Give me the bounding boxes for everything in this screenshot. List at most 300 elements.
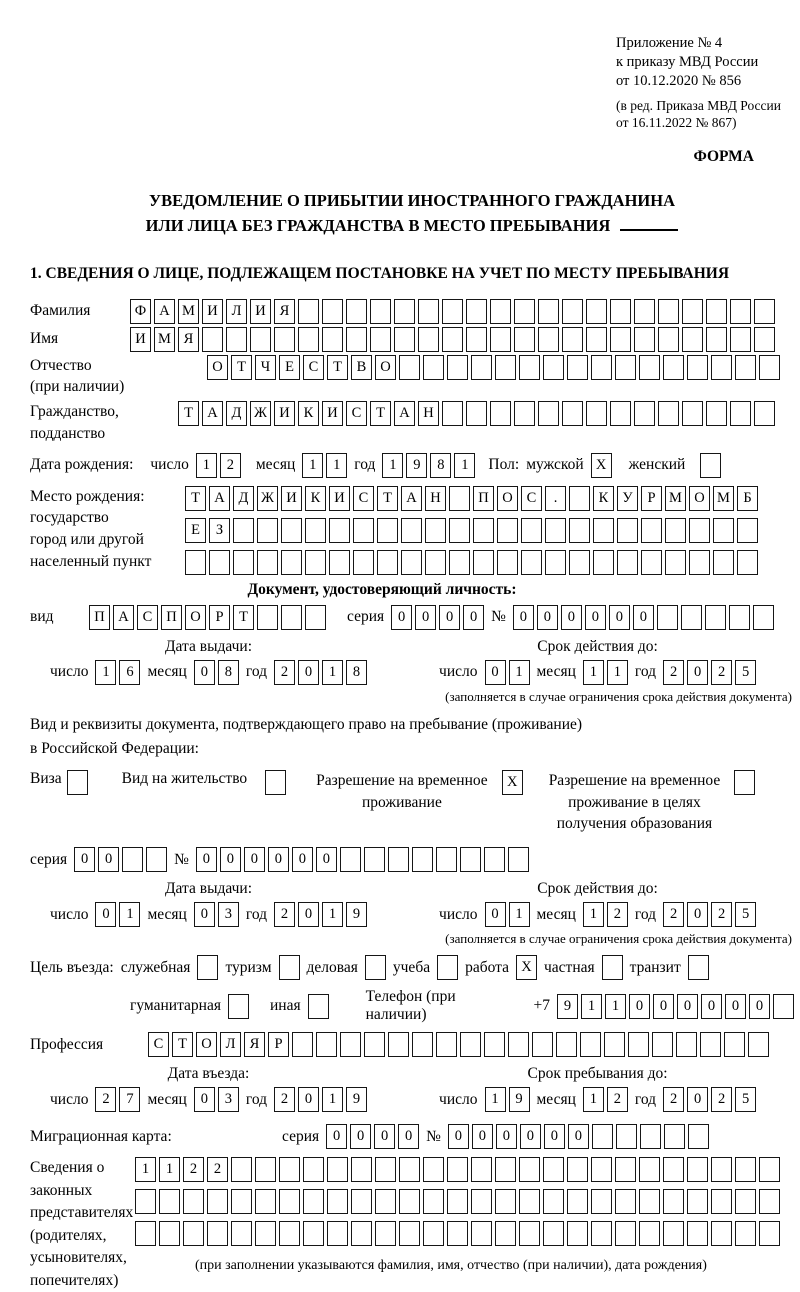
char-cell[interactable]: 0	[725, 994, 746, 1019]
char-cell[interactable]	[327, 1221, 348, 1246]
char-cell[interactable]	[730, 327, 751, 352]
char-cell[interactable]	[281, 518, 302, 543]
char-cell[interactable]	[340, 847, 361, 872]
char-cell[interactable]: 0	[687, 902, 708, 927]
char-cell[interactable]	[615, 1157, 636, 1182]
char-cell[interactable]	[279, 1221, 300, 1246]
char-cell[interactable]: Т	[233, 605, 254, 630]
char-cell[interactable]	[689, 550, 710, 575]
char-cell[interactable]: 9	[406, 453, 427, 478]
char-cell[interactable]: 0	[485, 902, 506, 927]
char-cell[interactable]	[658, 401, 679, 426]
char-cell[interactable]	[681, 605, 702, 630]
char-cell[interactable]	[207, 1221, 228, 1246]
char-cell[interactable]: И	[202, 299, 223, 324]
char-cell[interactable]: Н	[425, 486, 446, 511]
char-cell[interactable]: 0	[194, 660, 215, 685]
purpose-private-checkbox[interactable]	[602, 955, 623, 980]
char-cell[interactable]: Д	[233, 486, 254, 511]
char-cell[interactable]	[556, 1032, 577, 1057]
char-cell[interactable]	[412, 1032, 433, 1057]
char-cell[interactable]	[641, 550, 662, 575]
char-cell[interactable]: 0	[520, 1124, 541, 1149]
char-cell[interactable]: 8	[346, 660, 367, 685]
char-cell[interactable]: 9	[509, 1087, 530, 1112]
char-cell[interactable]: 0	[292, 847, 313, 872]
char-cell[interactable]: 2	[711, 902, 732, 927]
char-cell[interactable]	[425, 550, 446, 575]
char-cell[interactable]: 2	[95, 1087, 116, 1112]
purpose-humanitarian-checkbox[interactable]	[228, 994, 249, 1019]
sex-female-checkbox[interactable]	[700, 453, 721, 478]
char-cell[interactable]	[257, 550, 278, 575]
char-cell[interactable]: 0	[544, 1124, 565, 1149]
char-cell[interactable]: А	[394, 401, 415, 426]
char-cell[interactable]	[519, 1221, 540, 1246]
char-cell[interactable]	[495, 1221, 516, 1246]
char-cell[interactable]: 1	[607, 660, 628, 685]
char-cell[interactable]	[364, 1032, 385, 1057]
char-cell[interactable]	[447, 1221, 468, 1246]
char-cell[interactable]: Д	[226, 401, 247, 426]
char-cell[interactable]: 0	[439, 605, 460, 630]
char-cell[interactable]	[687, 1157, 708, 1182]
char-cell[interactable]	[185, 550, 206, 575]
char-cell[interactable]	[495, 355, 516, 380]
char-cell[interactable]: .	[545, 486, 566, 511]
char-cell[interactable]	[682, 327, 703, 352]
char-cell[interactable]	[351, 1189, 372, 1214]
char-cell[interactable]	[753, 605, 774, 630]
char-cell[interactable]	[706, 401, 727, 426]
char-cell[interactable]: Е	[279, 355, 300, 380]
char-cell[interactable]	[298, 327, 319, 352]
char-cell[interactable]: 1	[326, 453, 347, 478]
char-cell[interactable]: 2	[663, 660, 684, 685]
char-cell[interactable]	[159, 1189, 180, 1214]
char-cell[interactable]: 5	[735, 1087, 756, 1112]
char-cell[interactable]	[700, 1032, 721, 1057]
char-cell[interactable]: 0	[585, 605, 606, 630]
char-cell[interactable]: М	[713, 486, 734, 511]
char-cell[interactable]: 0	[496, 1124, 517, 1149]
char-cell[interactable]	[375, 1157, 396, 1182]
char-cell[interactable]	[591, 1221, 612, 1246]
char-cell[interactable]	[305, 550, 326, 575]
char-cell[interactable]: Л	[220, 1032, 241, 1057]
char-cell[interactable]: М	[178, 299, 199, 324]
char-cell[interactable]	[226, 327, 247, 352]
char-cell[interactable]	[639, 1157, 660, 1182]
char-cell[interactable]: Ж	[257, 486, 278, 511]
char-cell[interactable]	[471, 1157, 492, 1182]
char-cell[interactable]: 0	[74, 847, 95, 872]
char-cell[interactable]: 1	[119, 902, 140, 927]
char-cell[interactable]	[375, 1189, 396, 1214]
char-cell[interactable]	[231, 1157, 252, 1182]
char-cell[interactable]	[682, 299, 703, 324]
char-cell[interactable]: 2	[274, 660, 295, 685]
char-cell[interactable]	[665, 518, 686, 543]
char-cell[interactable]: 0	[244, 847, 265, 872]
char-cell[interactable]: 1	[583, 1087, 604, 1112]
char-cell[interactable]: 2	[711, 1087, 732, 1112]
char-cell[interactable]	[713, 518, 734, 543]
char-cell[interactable]	[401, 518, 422, 543]
char-cell[interactable]	[604, 1032, 625, 1057]
char-cell[interactable]	[569, 518, 590, 543]
char-cell[interactable]: 2	[663, 1087, 684, 1112]
char-cell[interactable]	[255, 1221, 276, 1246]
char-cell[interactable]: 6	[119, 660, 140, 685]
char-cell[interactable]: 0	[448, 1124, 469, 1149]
char-cell[interactable]	[388, 1032, 409, 1057]
char-cell[interactable]: О	[497, 486, 518, 511]
char-cell[interactable]	[316, 1032, 337, 1057]
char-cell[interactable]: 0	[609, 605, 630, 630]
char-cell[interactable]	[682, 401, 703, 426]
char-cell[interactable]: М	[154, 327, 175, 352]
char-cell[interactable]	[543, 355, 564, 380]
char-cell[interactable]	[658, 299, 679, 324]
char-cell[interactable]	[394, 299, 415, 324]
char-cell[interactable]	[183, 1189, 204, 1214]
char-cell[interactable]: 1	[509, 660, 530, 685]
char-cell[interactable]	[346, 299, 367, 324]
char-cell[interactable]	[687, 355, 708, 380]
char-cell[interactable]	[610, 299, 631, 324]
char-cell[interactable]	[471, 1189, 492, 1214]
char-cell[interactable]	[593, 550, 614, 575]
char-cell[interactable]: 0	[196, 847, 217, 872]
char-cell[interactable]: 8	[430, 453, 451, 478]
char-cell[interactable]: 9	[346, 902, 367, 927]
char-cell[interactable]: О	[185, 605, 206, 630]
char-cell[interactable]	[580, 1032, 601, 1057]
char-cell[interactable]: 1	[322, 902, 343, 927]
char-cell[interactable]: П	[89, 605, 110, 630]
char-cell[interactable]	[754, 401, 775, 426]
char-cell[interactable]: М	[665, 486, 686, 511]
char-cell[interactable]	[687, 1221, 708, 1246]
char-cell[interactable]: 7	[119, 1087, 140, 1112]
char-cell[interactable]	[711, 1157, 732, 1182]
char-cell[interactable]: Т	[185, 486, 206, 511]
char-cell[interactable]	[329, 550, 350, 575]
char-cell[interactable]	[592, 1124, 613, 1149]
char-cell[interactable]	[663, 1157, 684, 1182]
char-cell[interactable]: 2	[274, 902, 295, 927]
char-cell[interactable]: О	[207, 355, 228, 380]
char-cell[interactable]	[569, 486, 590, 511]
char-cell[interactable]: 0	[298, 660, 319, 685]
visa-checkbox[interactable]	[67, 770, 88, 795]
char-cell[interactable]	[519, 355, 540, 380]
char-cell[interactable]	[255, 1189, 276, 1214]
char-cell[interactable]: 1	[196, 453, 217, 478]
char-cell[interactable]	[399, 1157, 420, 1182]
char-cell[interactable]	[449, 518, 470, 543]
char-cell[interactable]: С	[303, 355, 324, 380]
char-cell[interactable]: 1	[581, 994, 602, 1019]
char-cell[interactable]	[617, 550, 638, 575]
char-cell[interactable]: Т	[172, 1032, 193, 1057]
char-cell[interactable]	[538, 299, 559, 324]
char-cell[interactable]	[281, 605, 302, 630]
char-cell[interactable]	[303, 1221, 324, 1246]
purpose-transit-checkbox[interactable]	[688, 955, 709, 980]
char-cell[interactable]	[610, 327, 631, 352]
char-cell[interactable]	[466, 401, 487, 426]
char-cell[interactable]	[615, 1221, 636, 1246]
char-cell[interactable]	[377, 550, 398, 575]
char-cell[interactable]	[375, 1221, 396, 1246]
char-cell[interactable]	[514, 401, 535, 426]
char-cell[interactable]	[423, 355, 444, 380]
char-cell[interactable]	[484, 847, 505, 872]
char-cell[interactable]	[418, 299, 439, 324]
char-cell[interactable]	[292, 1032, 313, 1057]
char-cell[interactable]	[484, 1032, 505, 1057]
char-cell[interactable]: 0	[687, 660, 708, 685]
purpose-official-checkbox[interactable]	[197, 955, 218, 980]
char-cell[interactable]	[401, 550, 422, 575]
purpose-work-checkbox[interactable]: X	[516, 955, 537, 980]
char-cell[interactable]: А	[401, 486, 422, 511]
char-cell[interactable]: 9	[557, 994, 578, 1019]
char-cell[interactable]	[591, 355, 612, 380]
purpose-business-checkbox[interactable]	[365, 955, 386, 980]
char-cell[interactable]: 0	[350, 1124, 371, 1149]
char-cell[interactable]: 1	[159, 1157, 180, 1182]
char-cell[interactable]: Б	[737, 486, 758, 511]
char-cell[interactable]: 0	[268, 847, 289, 872]
char-cell[interactable]	[146, 847, 167, 872]
char-cell[interactable]	[399, 1189, 420, 1214]
char-cell[interactable]: 0	[629, 994, 650, 1019]
char-cell[interactable]: 5	[735, 902, 756, 927]
char-cell[interactable]	[377, 518, 398, 543]
char-cell[interactable]	[466, 327, 487, 352]
char-cell[interactable]: А	[113, 605, 134, 630]
char-cell[interactable]: 2	[607, 1087, 628, 1112]
char-cell[interactable]	[569, 550, 590, 575]
char-cell[interactable]	[545, 518, 566, 543]
char-cell[interactable]	[423, 1189, 444, 1214]
char-cell[interactable]	[497, 518, 518, 543]
char-cell[interactable]	[447, 355, 468, 380]
char-cell[interactable]: 1	[302, 453, 323, 478]
char-cell[interactable]: В	[351, 355, 372, 380]
char-cell[interactable]	[610, 401, 631, 426]
char-cell[interactable]: 0	[472, 1124, 493, 1149]
char-cell[interactable]	[713, 550, 734, 575]
char-cell[interactable]	[202, 327, 223, 352]
char-cell[interactable]: О	[689, 486, 710, 511]
char-cell[interactable]: С	[137, 605, 158, 630]
char-cell[interactable]: 1	[135, 1157, 156, 1182]
char-cell[interactable]: 2	[274, 1087, 295, 1112]
char-cell[interactable]	[591, 1157, 612, 1182]
char-cell[interactable]	[593, 518, 614, 543]
temporary-residence-education-checkbox[interactable]	[734, 770, 755, 795]
char-cell[interactable]	[473, 518, 494, 543]
char-cell[interactable]: Н	[418, 401, 439, 426]
char-cell[interactable]: 0	[633, 605, 654, 630]
char-cell[interactable]	[466, 299, 487, 324]
char-cell[interactable]	[490, 327, 511, 352]
char-cell[interactable]	[567, 1189, 588, 1214]
char-cell[interactable]	[754, 299, 775, 324]
char-cell[interactable]	[586, 401, 607, 426]
char-cell[interactable]: О	[196, 1032, 217, 1057]
char-cell[interactable]	[543, 1221, 564, 1246]
char-cell[interactable]	[351, 1221, 372, 1246]
char-cell[interactable]: Я	[244, 1032, 265, 1057]
char-cell[interactable]: Л	[226, 299, 247, 324]
char-cell[interactable]	[663, 1221, 684, 1246]
char-cell[interactable]: С	[521, 486, 542, 511]
char-cell[interactable]	[436, 847, 457, 872]
char-cell[interactable]	[135, 1189, 156, 1214]
char-cell[interactable]: 2	[207, 1157, 228, 1182]
char-cell[interactable]	[353, 518, 374, 543]
char-cell[interactable]	[364, 847, 385, 872]
char-cell[interactable]	[508, 847, 529, 872]
char-cell[interactable]	[641, 518, 662, 543]
char-cell[interactable]	[521, 518, 542, 543]
char-cell[interactable]: Т	[377, 486, 398, 511]
char-cell[interactable]: 2	[711, 660, 732, 685]
char-cell[interactable]: 2	[220, 453, 241, 478]
char-cell[interactable]: К	[593, 486, 614, 511]
char-cell[interactable]	[340, 1032, 361, 1057]
char-cell[interactable]: 0	[374, 1124, 395, 1149]
char-cell[interactable]: 1	[95, 660, 116, 685]
char-cell[interactable]	[538, 401, 559, 426]
char-cell[interactable]	[423, 1157, 444, 1182]
char-cell[interactable]: У	[617, 486, 638, 511]
char-cell[interactable]	[657, 605, 678, 630]
char-cell[interactable]: О	[375, 355, 396, 380]
char-cell[interactable]	[233, 550, 254, 575]
char-cell[interactable]: Я	[274, 299, 295, 324]
char-cell[interactable]: 5	[735, 660, 756, 685]
char-cell[interactable]: П	[473, 486, 494, 511]
char-cell[interactable]	[460, 1032, 481, 1057]
char-cell[interactable]: 8	[218, 660, 239, 685]
char-cell[interactable]	[737, 550, 758, 575]
char-cell[interactable]: 0	[194, 1087, 215, 1112]
char-cell[interactable]	[586, 299, 607, 324]
char-cell[interactable]: 1	[509, 902, 530, 927]
char-cell[interactable]	[255, 1157, 276, 1182]
char-cell[interactable]	[231, 1221, 252, 1246]
char-cell[interactable]	[532, 1032, 553, 1057]
char-cell[interactable]	[303, 1189, 324, 1214]
char-cell[interactable]	[412, 847, 433, 872]
char-cell[interactable]	[305, 518, 326, 543]
char-cell[interactable]	[159, 1221, 180, 1246]
char-cell[interactable]	[327, 1157, 348, 1182]
purpose-tourism-checkbox[interactable]	[279, 955, 300, 980]
char-cell[interactable]	[706, 299, 727, 324]
char-cell[interactable]	[436, 1032, 457, 1057]
char-cell[interactable]	[519, 1189, 540, 1214]
char-cell[interactable]: 3	[218, 1087, 239, 1112]
char-cell[interactable]	[471, 1221, 492, 1246]
char-cell[interactable]: З	[209, 518, 230, 543]
char-cell[interactable]	[322, 327, 343, 352]
char-cell[interactable]	[639, 355, 660, 380]
char-cell[interactable]	[418, 327, 439, 352]
char-cell[interactable]	[706, 327, 727, 352]
char-cell[interactable]: 0	[537, 605, 558, 630]
char-cell[interactable]: 0	[415, 605, 436, 630]
char-cell[interactable]	[688, 1124, 709, 1149]
char-cell[interactable]: Т	[370, 401, 391, 426]
char-cell[interactable]	[737, 518, 758, 543]
char-cell[interactable]	[231, 1189, 252, 1214]
residence-permit-checkbox[interactable]	[265, 770, 286, 795]
char-cell[interactable]	[370, 299, 391, 324]
char-cell[interactable]: 1	[322, 660, 343, 685]
char-cell[interactable]	[615, 355, 636, 380]
char-cell[interactable]	[495, 1157, 516, 1182]
char-cell[interactable]	[514, 299, 535, 324]
char-cell[interactable]: 3	[218, 902, 239, 927]
char-cell[interactable]: 1	[605, 994, 626, 1019]
char-cell[interactable]	[425, 518, 446, 543]
char-cell[interactable]: 1	[322, 1087, 343, 1112]
char-cell[interactable]	[122, 847, 143, 872]
char-cell[interactable]	[274, 327, 295, 352]
char-cell[interactable]: 0	[220, 847, 241, 872]
char-cell[interactable]: 0	[463, 605, 484, 630]
char-cell[interactable]	[497, 550, 518, 575]
char-cell[interactable]	[616, 1124, 637, 1149]
char-cell[interactable]	[628, 1032, 649, 1057]
char-cell[interactable]	[759, 1157, 780, 1182]
char-cell[interactable]	[562, 327, 583, 352]
char-cell[interactable]: А	[154, 299, 175, 324]
char-cell[interactable]	[514, 327, 535, 352]
char-cell[interactable]	[545, 550, 566, 575]
sex-male-checkbox[interactable]: X	[591, 453, 612, 478]
char-cell[interactable]	[567, 1221, 588, 1246]
char-cell[interactable]	[663, 1189, 684, 1214]
char-cell[interactable]	[279, 1157, 300, 1182]
char-cell[interactable]: 0	[568, 1124, 589, 1149]
char-cell[interactable]: Ф	[130, 299, 151, 324]
char-cell[interactable]	[449, 486, 470, 511]
char-cell[interactable]: 0	[749, 994, 770, 1019]
char-cell[interactable]: 0	[95, 902, 116, 927]
char-cell[interactable]	[521, 550, 542, 575]
char-cell[interactable]	[730, 401, 751, 426]
char-cell[interactable]	[351, 1157, 372, 1182]
char-cell[interactable]	[538, 327, 559, 352]
purpose-other-checkbox[interactable]	[308, 994, 329, 1019]
char-cell[interactable]	[346, 327, 367, 352]
char-cell[interactable]	[759, 355, 780, 380]
char-cell[interactable]	[250, 327, 271, 352]
char-cell[interactable]	[639, 1189, 660, 1214]
char-cell[interactable]: 0	[326, 1124, 347, 1149]
char-cell[interactable]	[730, 299, 751, 324]
char-cell[interactable]: П	[161, 605, 182, 630]
char-cell[interactable]	[735, 1189, 756, 1214]
